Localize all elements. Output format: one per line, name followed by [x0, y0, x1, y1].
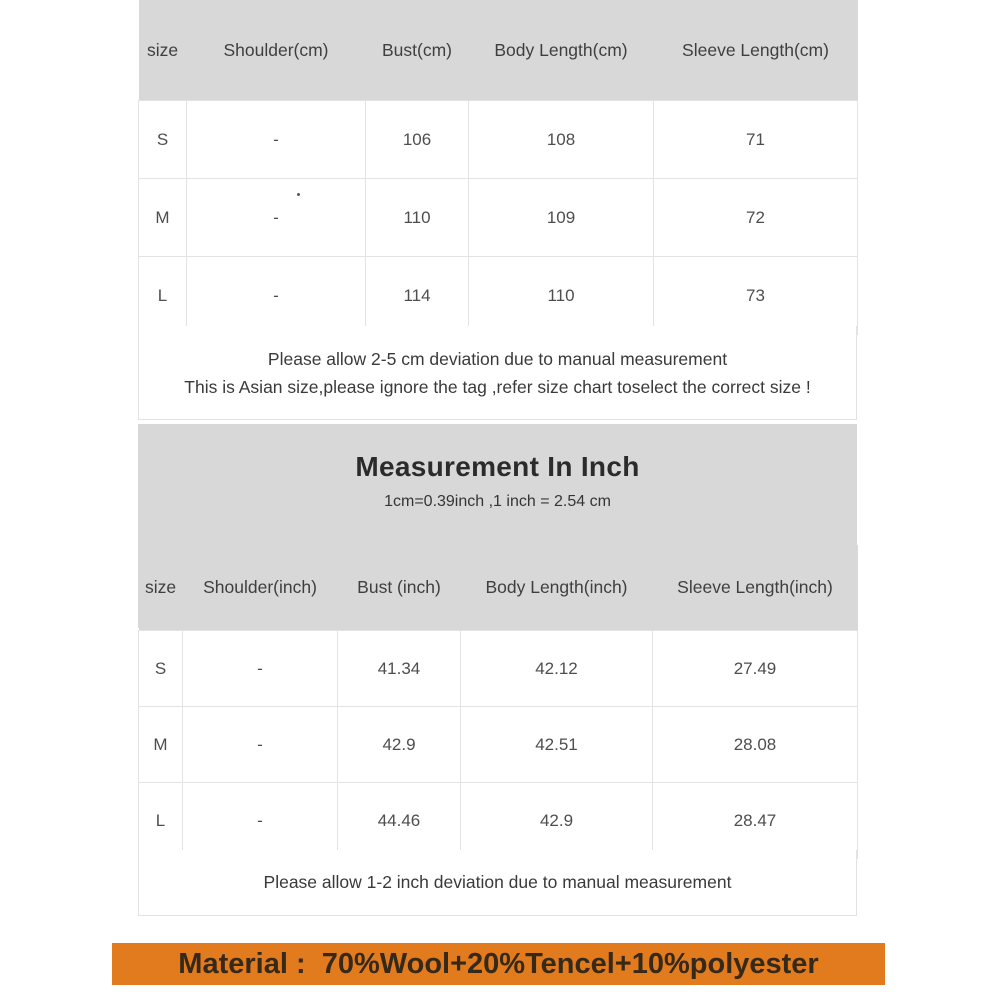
table-row: [139, 257, 858, 335]
material-bar: [112, 943, 885, 985]
note-line: This is Asian size,please ignore the tag ,refer size chart toselect the correct size !: [184, 376, 811, 397]
size-cell: L: [139, 257, 187, 335]
size-cell: M: [139, 707, 183, 783]
inch-col-header-bust: Bust (inch): [338, 545, 461, 631]
cm-col-header-shoulder: Shoulder(cm): [187, 0, 366, 101]
table-row: [139, 707, 858, 783]
shoulder-cell: -: [187, 179, 366, 257]
inch-col-header-size: size: [139, 545, 183, 631]
shoulder-cell: -: [183, 783, 338, 859]
cm-col-header-body-length: Body Length(cm): [469, 0, 654, 101]
inch-size-table: [138, 545, 858, 859]
sleeve-length-cell: 73: [654, 257, 858, 335]
body-length-cell: 110: [469, 257, 654, 335]
body-length-cell: 108: [469, 101, 654, 179]
bust-cell: 41.34: [338, 631, 461, 707]
size-cell: S: [139, 631, 183, 707]
sleeve-length-cell: 28.47: [653, 783, 858, 859]
cm-col-header-sleeve-length: Sleeve Length(cm): [654, 0, 858, 101]
stray-dot: [297, 193, 300, 196]
size-cell: M: [139, 179, 187, 257]
inch-section-title: Measurement In Inch: [355, 451, 640, 482]
inch-note-box: [138, 850, 857, 916]
sleeve-length-cell: 28.08: [653, 707, 858, 783]
material-text: Material : 70%Wool+20%Tencel+10%polyester: [178, 947, 819, 980]
table-row: [139, 631, 858, 707]
shoulder-cell: -: [187, 257, 366, 335]
cm-col-header-bust: Bust(cm): [366, 0, 469, 101]
shoulder-cell: -: [183, 707, 338, 783]
body-length-cell: 109: [469, 179, 654, 257]
table-row: [139, 179, 858, 257]
shoulder-cell: -: [187, 101, 366, 179]
sleeve-length-cell: 72: [654, 179, 858, 257]
table-row: [139, 101, 858, 179]
bust-cell: 114: [366, 257, 469, 335]
cm-size-table: [138, 0, 858, 335]
body-length-cell: 42.9: [461, 783, 653, 859]
inch-col-header-shoulder: Shoulder(inch): [183, 545, 338, 631]
note-line: Please allow 2-5 cm deviation due to manual measurement: [267, 348, 728, 369]
bust-cell: 110: [366, 179, 469, 257]
shoulder-cell: -: [183, 631, 338, 707]
cm-table-header-row: [139, 0, 858, 101]
sleeve-length-cell: 27.49: [653, 631, 858, 707]
cm-col-header-size: size: [139, 0, 187, 101]
table-row: [139, 783, 858, 859]
bust-cell: 106: [366, 101, 469, 179]
bust-cell: 42.9: [338, 707, 461, 783]
bust-cell: 44.46: [338, 783, 461, 859]
size-cell: S: [139, 101, 187, 179]
inch-table-header-row: [139, 545, 858, 631]
inch-col-header-body-length: Body Length(inch): [461, 545, 653, 631]
sleeve-length-cell: 71: [654, 101, 858, 179]
note-line: Please allow 1-2 inch deviation due to manual measurement: [263, 872, 732, 892]
body-length-cell: 42.12: [461, 631, 653, 707]
size-cell: L: [139, 783, 183, 859]
inch-conversion-note: 1cm=0.39inch ,1 inch = 2.54 cm: [384, 493, 611, 510]
cm-note-box: [138, 326, 857, 420]
inch-col-header-sleeve-length: Sleeve Length(inch): [653, 545, 858, 631]
body-length-cell: 42.51: [461, 707, 653, 783]
